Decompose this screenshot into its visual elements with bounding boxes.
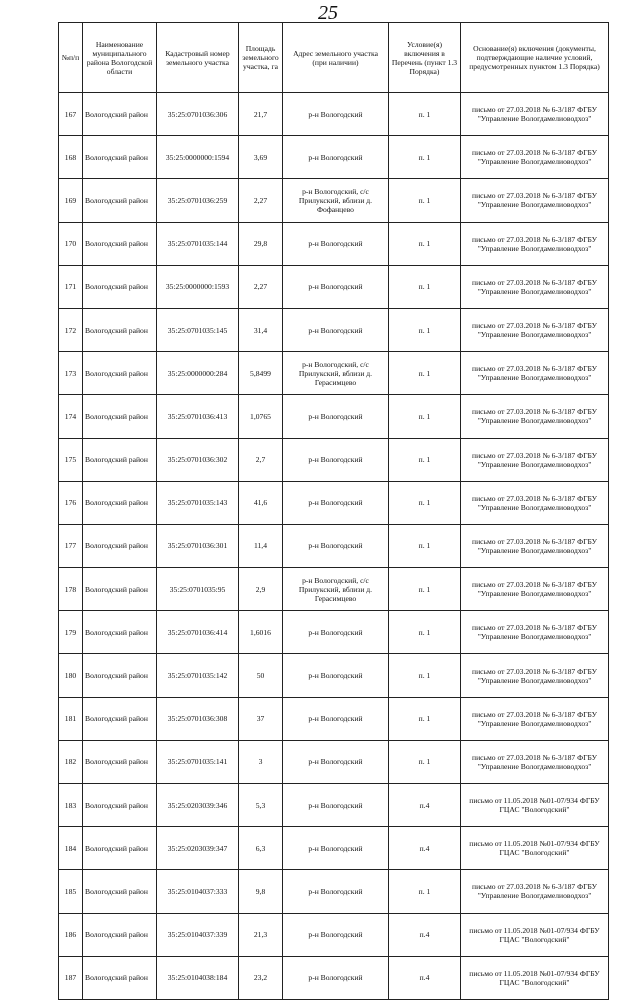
cell-condition: п. 1 — [389, 395, 461, 438]
cell-number: 169 — [59, 179, 83, 222]
cell-district: Вологодский район — [83, 308, 157, 351]
cell-district: Вологодский район — [83, 438, 157, 481]
cell-condition: п.4 — [389, 784, 461, 827]
cell-number: 178 — [59, 568, 83, 611]
cell-condition: п. 1 — [389, 524, 461, 567]
table-row — [59, 395, 609, 438]
cell-basis: письмо от 27.03.2018 № 6-3/187 ФГБУ "Управление Вологдамелиоводхоз" — [461, 352, 609, 395]
cell-cadastral: 35:25:0701036:301 — [157, 524, 239, 567]
cell-basis: письмо от 27.03.2018 № 6-3/187 ФГБУ "Управление Вологдамелиоводхоз" — [461, 697, 609, 740]
cell-district: Вологодский район — [83, 784, 157, 827]
cell-address: р-н Вологодский — [283, 136, 389, 179]
cell-condition: п. 1 — [389, 697, 461, 740]
cell-area: 2,27 — [239, 265, 283, 308]
header-address: Адрес земельного участка (при наличии) — [283, 23, 389, 93]
cell-district: Вологодский район — [83, 481, 157, 524]
cell-number: 170 — [59, 222, 83, 265]
cell-district: Вологодский район — [83, 827, 157, 870]
cell-area: 1,6016 — [239, 611, 283, 654]
cell-condition: п. 1 — [389, 222, 461, 265]
cell-address: р-н Вологодский — [283, 265, 389, 308]
cell-district: Вологодский район — [83, 568, 157, 611]
cell-cadastral: 35:25:0701036:306 — [157, 93, 239, 136]
header-area: Площадь земельного участка, га — [239, 23, 283, 93]
cell-cadastral: 35:25:0000000:1593 — [157, 265, 239, 308]
cell-basis: письмо от 27.03.2018 № 6-3/187 ФГБУ "Управление Вологдамелиоводхоз" — [461, 481, 609, 524]
cell-basis: письмо от 27.03.2018 № 6-3/187 ФГБУ "Управление Вологдамелиоводхоз" — [461, 438, 609, 481]
cell-condition: п. 1 — [389, 740, 461, 783]
cell-area: 41,6 — [239, 481, 283, 524]
cell-address: р-н Вологодский — [283, 481, 389, 524]
cell-district: Вологодский район — [83, 265, 157, 308]
cell-number: 167 — [59, 93, 83, 136]
cell-basis: письмо от 27.03.2018 № 6-3/187 ФГБУ "Управление Вологдамелиоводхоз" — [461, 395, 609, 438]
cell-number: 173 — [59, 352, 83, 395]
cell-district: Вологодский район — [83, 956, 157, 999]
cell-number: 175 — [59, 438, 83, 481]
cell-address: р-н Вологодский — [283, 870, 389, 913]
cell-cadastral: 35:25:0701035:142 — [157, 654, 239, 697]
cell-number: 184 — [59, 827, 83, 870]
table-row — [59, 308, 609, 351]
header-condition: Условие(я) включения в Перечень (пункт 1.3 Порядка) — [389, 23, 461, 93]
cell-area: 50 — [239, 654, 283, 697]
cell-cadastral: 35:25:0701036:414 — [157, 611, 239, 654]
cell-area: 23,2 — [239, 956, 283, 999]
cell-area: 6,3 — [239, 827, 283, 870]
cell-basis: письмо от 27.03.2018 № 6-3/187 ФГБУ "Управление Вологдамелиоводхоз" — [461, 740, 609, 783]
table-row — [59, 524, 609, 567]
cell-district: Вологодский район — [83, 654, 157, 697]
cell-district: Вологодский район — [83, 352, 157, 395]
cell-cadastral: 35:25:0701036:308 — [157, 697, 239, 740]
cell-condition: п. 1 — [389, 93, 461, 136]
cell-address: р-н Вологодский — [283, 93, 389, 136]
cell-district: Вологодский район — [83, 740, 157, 783]
table-row — [59, 438, 609, 481]
cell-address: р-н Вологодский — [283, 913, 389, 956]
cell-number: 171 — [59, 265, 83, 308]
cell-address: р-н Вологодский — [283, 524, 389, 567]
cell-area: 5,3 — [239, 784, 283, 827]
cell-number: 185 — [59, 870, 83, 913]
cell-basis: письмо от 27.03.2018 № 6-3/187 ФГБУ "Управление Вологдамелиоводхоз" — [461, 524, 609, 567]
cell-district: Вологодский район — [83, 611, 157, 654]
table-row — [59, 222, 609, 265]
table-row — [59, 740, 609, 783]
cell-number: 168 — [59, 136, 83, 179]
cell-area: 11,4 — [239, 524, 283, 567]
cell-basis: письмо от 27.03.2018 № 6-3/187 ФГБУ "Управление Вологдамелиоводхоз" — [461, 93, 609, 136]
cell-condition: п. 1 — [389, 870, 461, 913]
cell-basis: письмо от 27.03.2018 № 6-3/187 ФГБУ "Управление Вологдамелиоводхоз" — [461, 654, 609, 697]
cell-district: Вологодский район — [83, 136, 157, 179]
cell-number: 174 — [59, 395, 83, 438]
cell-condition: п. 1 — [389, 136, 461, 179]
cell-address: р-н Вологодский — [283, 784, 389, 827]
cell-number: 172 — [59, 308, 83, 351]
cell-district: Вологодский район — [83, 697, 157, 740]
table-row — [59, 352, 609, 395]
table-row — [59, 136, 609, 179]
cell-address: р-н Вологодский, с/с Прилукский, вблизи д. Герасимцево — [283, 568, 389, 611]
cell-condition: п. 1 — [389, 568, 461, 611]
cell-basis: письмо от 11.05.2018 №01-07/934 ФГБУ ГЦАС "Вологодский" — [461, 827, 609, 870]
cell-condition: п. 1 — [389, 481, 461, 524]
cell-basis: письмо от 27.03.2018 № 6-3/187 ФГБУ "Управление Вологдамелиоводхоз" — [461, 136, 609, 179]
cell-address: р-н Вологодский — [283, 740, 389, 783]
cell-area: 21,3 — [239, 913, 283, 956]
cell-condition: п. 1 — [389, 179, 461, 222]
cell-area: 2,9 — [239, 568, 283, 611]
cell-address: р-н Вологодский — [283, 697, 389, 740]
cell-district: Вологодский район — [83, 913, 157, 956]
table-row — [59, 265, 609, 308]
cell-basis: письмо от 27.03.2018 № 6-3/187 ФГБУ "Управление Вологдамелиоводхоз" — [461, 308, 609, 351]
cell-area: 2,7 — [239, 438, 283, 481]
cell-condition: п. 1 — [389, 611, 461, 654]
cell-area: 2,27 — [239, 179, 283, 222]
cell-condition: п. 1 — [389, 352, 461, 395]
cell-area: 37 — [239, 697, 283, 740]
header-number: №п/п — [59, 23, 83, 93]
cell-number: 176 — [59, 481, 83, 524]
cell-cadastral: 35:25:0701036:259 — [157, 179, 239, 222]
header-basis: Основание(я) включения (документы, подтверждающие наличие условий, предусмотренных пунктом 1.3 Порядка) — [461, 23, 609, 93]
cell-address: р-н Вологодский — [283, 222, 389, 265]
page-number: 25 — [318, 2, 338, 24]
table-row — [59, 568, 609, 611]
table-row — [59, 697, 609, 740]
cell-number: 186 — [59, 913, 83, 956]
cell-condition: п.4 — [389, 827, 461, 870]
cell-condition: п. 1 — [389, 308, 461, 351]
cell-basis: письмо от 11.05.2018 №01-07/934 ФГБУ ГЦАС "Вологодский" — [461, 956, 609, 999]
cell-basis: письмо от 27.03.2018 № 6-3/187 ФГБУ "Управление Вологдамелиоводхоз" — [461, 870, 609, 913]
cell-number: 177 — [59, 524, 83, 567]
cell-address: р-н Вологодский — [283, 395, 389, 438]
cell-district: Вологодский район — [83, 395, 157, 438]
cell-area: 3 — [239, 740, 283, 783]
land-plots-table — [58, 22, 609, 1000]
cell-basis: письмо от 27.03.2018 № 6-3/187 ФГБУ "Управление Вологдамелиоводхоз" — [461, 611, 609, 654]
cell-cadastral: 35:25:0701035:95 — [157, 568, 239, 611]
cell-number: 182 — [59, 740, 83, 783]
cell-cadastral: 35:25:0203039:347 — [157, 827, 239, 870]
table-row — [59, 956, 609, 999]
header-cadastral: Кадастровый номер земельного участка — [157, 23, 239, 93]
cell-area: 31,4 — [239, 308, 283, 351]
cell-cadastral: 35:25:0104037:333 — [157, 870, 239, 913]
cell-address: р-н Вологодский — [283, 611, 389, 654]
cell-condition: п.4 — [389, 913, 461, 956]
cell-cadastral: 35:25:0104038:184 — [157, 956, 239, 999]
cell-number: 180 — [59, 654, 83, 697]
cell-number: 181 — [59, 697, 83, 740]
cell-cadastral: 35:25:0701035:144 — [157, 222, 239, 265]
cell-address: р-н Вологодский — [283, 438, 389, 481]
cell-number: 179 — [59, 611, 83, 654]
cell-district: Вологодский район — [83, 524, 157, 567]
cell-condition: п. 1 — [389, 654, 461, 697]
cell-address: р-н Вологодский, с/с Прилукский, вблизи д. Герасимцево — [283, 352, 389, 395]
table-row — [59, 827, 609, 870]
cell-district: Вологодский район — [83, 93, 157, 136]
table-row — [59, 179, 609, 222]
cell-condition: п.4 — [389, 956, 461, 999]
cell-district: Вологодский район — [83, 222, 157, 265]
table-row — [59, 654, 609, 697]
table-row — [59, 611, 609, 654]
cell-area: 29,8 — [239, 222, 283, 265]
cell-area: 5,8499 — [239, 352, 283, 395]
cell-area: 9,8 — [239, 870, 283, 913]
cell-basis: письмо от 27.03.2018 № 6-3/187 ФГБУ "Управление Вологдамелиоводхоз" — [461, 568, 609, 611]
cell-cadastral: 35:25:0000000:284 — [157, 352, 239, 395]
cell-cadastral: 35:25:0000000:1594 — [157, 136, 239, 179]
cell-condition: п. 1 — [389, 265, 461, 308]
cell-basis: письмо от 27.03.2018 № 6-3/187 ФГБУ "Управление Вологдамелиоводхоз" — [461, 179, 609, 222]
table-row — [59, 913, 609, 956]
table-row — [59, 784, 609, 827]
cell-basis: письмо от 11.05.2018 №01-07/934 ФГБУ ГЦАС "Вологодский" — [461, 784, 609, 827]
cell-address: р-н Вологодский, с/с Прилукский, вблизи д. Фофанцево — [283, 179, 389, 222]
cell-area: 3,69 — [239, 136, 283, 179]
table-row — [59, 870, 609, 913]
cell-number: 187 — [59, 956, 83, 999]
cell-address: р-н Вологодский — [283, 827, 389, 870]
cell-area: 1,0765 — [239, 395, 283, 438]
cell-basis: письмо от 27.03.2018 № 6-3/187 ФГБУ "Управление Вологдамелиоводхоз" — [461, 222, 609, 265]
table-header-row — [59, 23, 609, 93]
table-row — [59, 93, 609, 136]
cell-cadastral: 35:25:0701036:302 — [157, 438, 239, 481]
cell-cadastral: 35:25:0701035:143 — [157, 481, 239, 524]
cell-cadastral: 35:25:0701035:145 — [157, 308, 239, 351]
cell-address: р-н Вологодский — [283, 308, 389, 351]
cell-district: Вологодский район — [83, 179, 157, 222]
cell-number: 183 — [59, 784, 83, 827]
cell-cadastral: 35:25:0701035:141 — [157, 740, 239, 783]
cell-basis: письмо от 27.03.2018 № 6-3/187 ФГБУ "Управление Вологдамелиоводхоз" — [461, 265, 609, 308]
header-district: Наименование муниципального района Вологодской области — [83, 23, 157, 93]
cell-condition: п. 1 — [389, 438, 461, 481]
cell-basis: письмо от 11.05.2018 №01-07/934 ФГБУ ГЦАС "Вологодский" — [461, 913, 609, 956]
cell-area: 21,7 — [239, 93, 283, 136]
cell-address: р-н Вологодский — [283, 654, 389, 697]
cell-district: Вологодский район — [83, 870, 157, 913]
cell-cadastral: 35:25:0104037:339 — [157, 913, 239, 956]
cell-cadastral: 35:25:0701036:413 — [157, 395, 239, 438]
cell-address: р-н Вологодский — [283, 956, 389, 999]
table-row — [59, 481, 609, 524]
cell-cadastral: 35:25:0203039:346 — [157, 784, 239, 827]
